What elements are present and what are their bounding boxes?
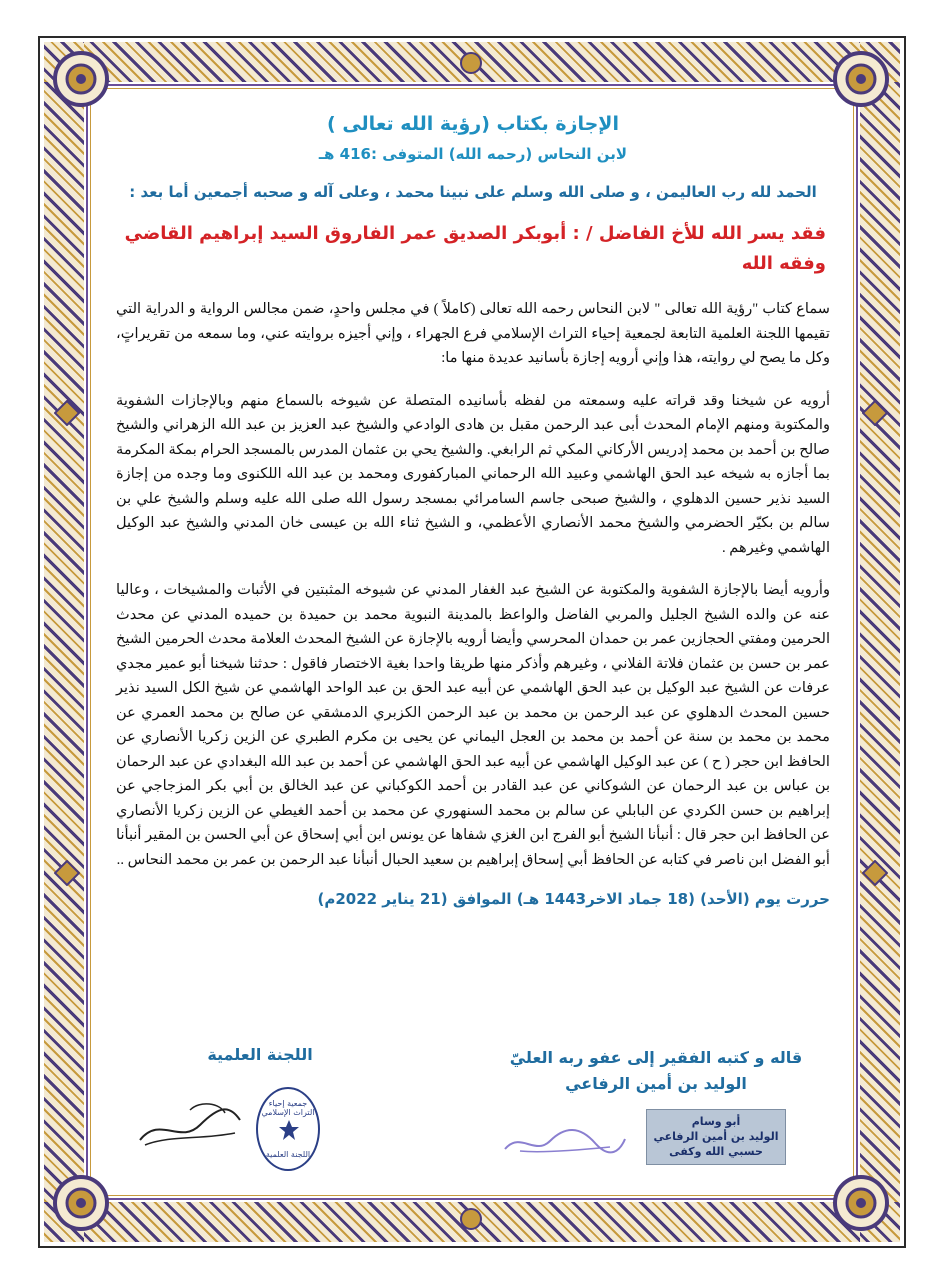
certificate-title: الإجازة بكتاب (رؤية الله تعالى ) [327,113,619,135]
stamp-line1: أبو وسام [691,1115,741,1128]
side-ornament-icon [54,860,80,886]
stamp-line3: حسبي الله وكفى [669,1145,763,1158]
signature-right-name: الوليد بن أمين الرفاعي [565,1074,747,1093]
round-stamp-bottom-text: اللجنة العلمية [265,1150,311,1159]
side-ornament-icon [54,400,80,426]
date-line: حررت يوم (الأحد) (18 جماد الاخر1443 هـ) الموافق (21 يناير 2022م) [317,890,830,908]
side-ornament-icon [862,860,888,886]
signature-area [110,1035,836,1185]
recipient-line: فقد يسر الله للأخ الفاضل / : أبوبكر الصديق عمر الفاروق السيد إبراهيم القاضي وفقه الله [124,223,826,274]
corner-ornament-icon [46,44,116,114]
certificate-subtitle: لابن النحاس (رحمه الله) المتوفى :416 هـ [318,145,628,163]
corner-ornament-icon [826,44,896,114]
opening-praise: الحمد لله رب العاليمن ، و صلى الله وسلم على نبينا محمد ، وعلى آله و صحبه أجمعين أما بعد : [129,183,817,201]
body-paragraph: أرويه عن شيخنا وقد قراته عليه وسمعته من لفظه بأسانيده المتصلة عن شيوخه بالسماع منهم وبالإجازات الشفوية والمكتوبة ومنهم الإمام المحدث أبى عبد الرحمن مقبل بن هادى الوادعي والشيخ عبد العزيز بن عبد الله الزهراني والشيخ صالح بن أحمد بن محمد إدريس الأركاني المكي ثم الرابغي. والشيخ يحي بن عثمان المدرس بالمسجد الحرام بمكة المكرمة بما أجازه به شيخه عبد الحق الهاشمي وعبيد الله الرحماني المباركفورى ومحمد بن عبد الله اللكنوى وما وجده من إجازة السيد نذير حسين الدهلوي ، والشيخ صبحى جاسم السامرائي بمسجد رسول الله صلى الله عليه وسلم والشيخ علي بن سالم بن بكيّر الحضرمي والشيخ محمد الأنصاري الأعظمي، و الشيخ ثناء الله بن عيسى خان المدني والشيخ عبد الوكيل الهاشمي وغيرهم . [116,392,830,556]
bottom-ornament-icon [458,1206,484,1232]
name-stamp [646,1109,786,1165]
signature-right-line1: قاله و كتبه الفقير إلى عفو ربه العليّ [509,1048,803,1067]
body-paragraph: سماع كتاب "رؤية الله تعالى " لابن النحاس رحمه الله تعالى (كاملاً ) في مجلس واحدٍ، ضمن مجالس الرواية و الدراية التي تقيمها اللجنة العلمية التابعة لجمعية إحياء التراث الإسلامي فرع الجهراء ، وإني أجيزه بروايته عني، وما سمعه من تقريراتٍ، وكل ما يصح لي روايته، هذا وإني أرويه إجازة بأسانيد عديدة منها ما: [116,301,830,366]
signature-left-block [170,1045,350,1064]
top-ornament-icon [458,50,484,76]
handwritten-signature-icon [500,1121,630,1161]
committee-round-stamp [256,1087,320,1171]
corner-ornament-icon [46,1168,116,1238]
signature-right-block [496,1045,816,1097]
stamp-line2: الوليد بن أمين الرفاعي [653,1130,779,1143]
side-ornament-icon [862,400,888,426]
round-stamp-top-text: جمعية إحياء التراث الإسلامي [261,1099,315,1117]
committee-label: اللجنة العلمية [207,1045,313,1064]
committee-signature-icon [130,1095,250,1155]
certificate-content [110,105,836,1185]
emblem-icon [278,1119,300,1141]
body-paragraph: وأرويه أيضا بالإجازة الشفوية والمكتوبة عن الشيخ عبد الغفار المدني عن شيوخه المثبتين في الأثبات والمشيخات ، وعاليا عنه عن والده الشيخ الجليل والمربي الفاضل والواعظ بالمدينة النبوية محمد بن حميدة بن حميده المدني عن محدث الحرمين ومفتي الحجازين عمر بن حمدان المحرسي وأيضا أرويه بالإجازة عن الشيخ المحدث العلامة محدث الحرمين الشيخ عمر بن حسن بن عثمان فلاتة الفلاني ، وغيرهم وأذكر منها طريقا واحدا بغية الاختصار فاقول : حدثنا شيخنا أبو عمير مجدي عرفات عن الشيخ عبد الوكيل بن عبد الحق الهاشمي عن أبيه عبد الحق بن عبد الواحد الهاشمي عن شيخ الكل السيد نذير حسين المحدث الدهلوي عن عبد الرحمن بن محمد بن عبد الرحمن الكزبري الدمشقي عن صالح بن محمد العمري عن محمد بن محمد بن سنة عن أحمد بن محمد بن العجل اليماني عن يحيى بن مكرم الطبري عن الزين زكريا الأنصاري عن الحافظ ابن حجر ( ح ) عن عبد الوكيل الهاشمي عن أبيه عبد الحق الهاشمي عن أحمد بن عبد الله البغدادي عن عبد الرحمان بن عباس بن عبد الرحمان عن الشوكاني عن عبد القادر بن أحمد الكوكباني عن عبد الخالق بن أبي بكر المزجاجي عن إبراهيم بن حسن الكردي عن البابلي عن سالم بن محمد السنهوري عن محمد بن أحمد الغيطي عن الزين زكريا الأنصاري عن الحافظ ابن حجر قال : أنبأنا الشيخ أبو الفرج ابن الغزي شفاها عن يونس ابن أبي إسحاق عن أبي الحسن بن المقير أنبأنا أبو الفضل ابن ناصر في كتابه عن الحافظ أبي إسحاق إبراهيم بن سعيد الحبال أنبأنا عبد الرحمن بن عمر بن محمد النحاس .. [116,582,830,868]
corner-ornament-icon [826,1168,896,1238]
